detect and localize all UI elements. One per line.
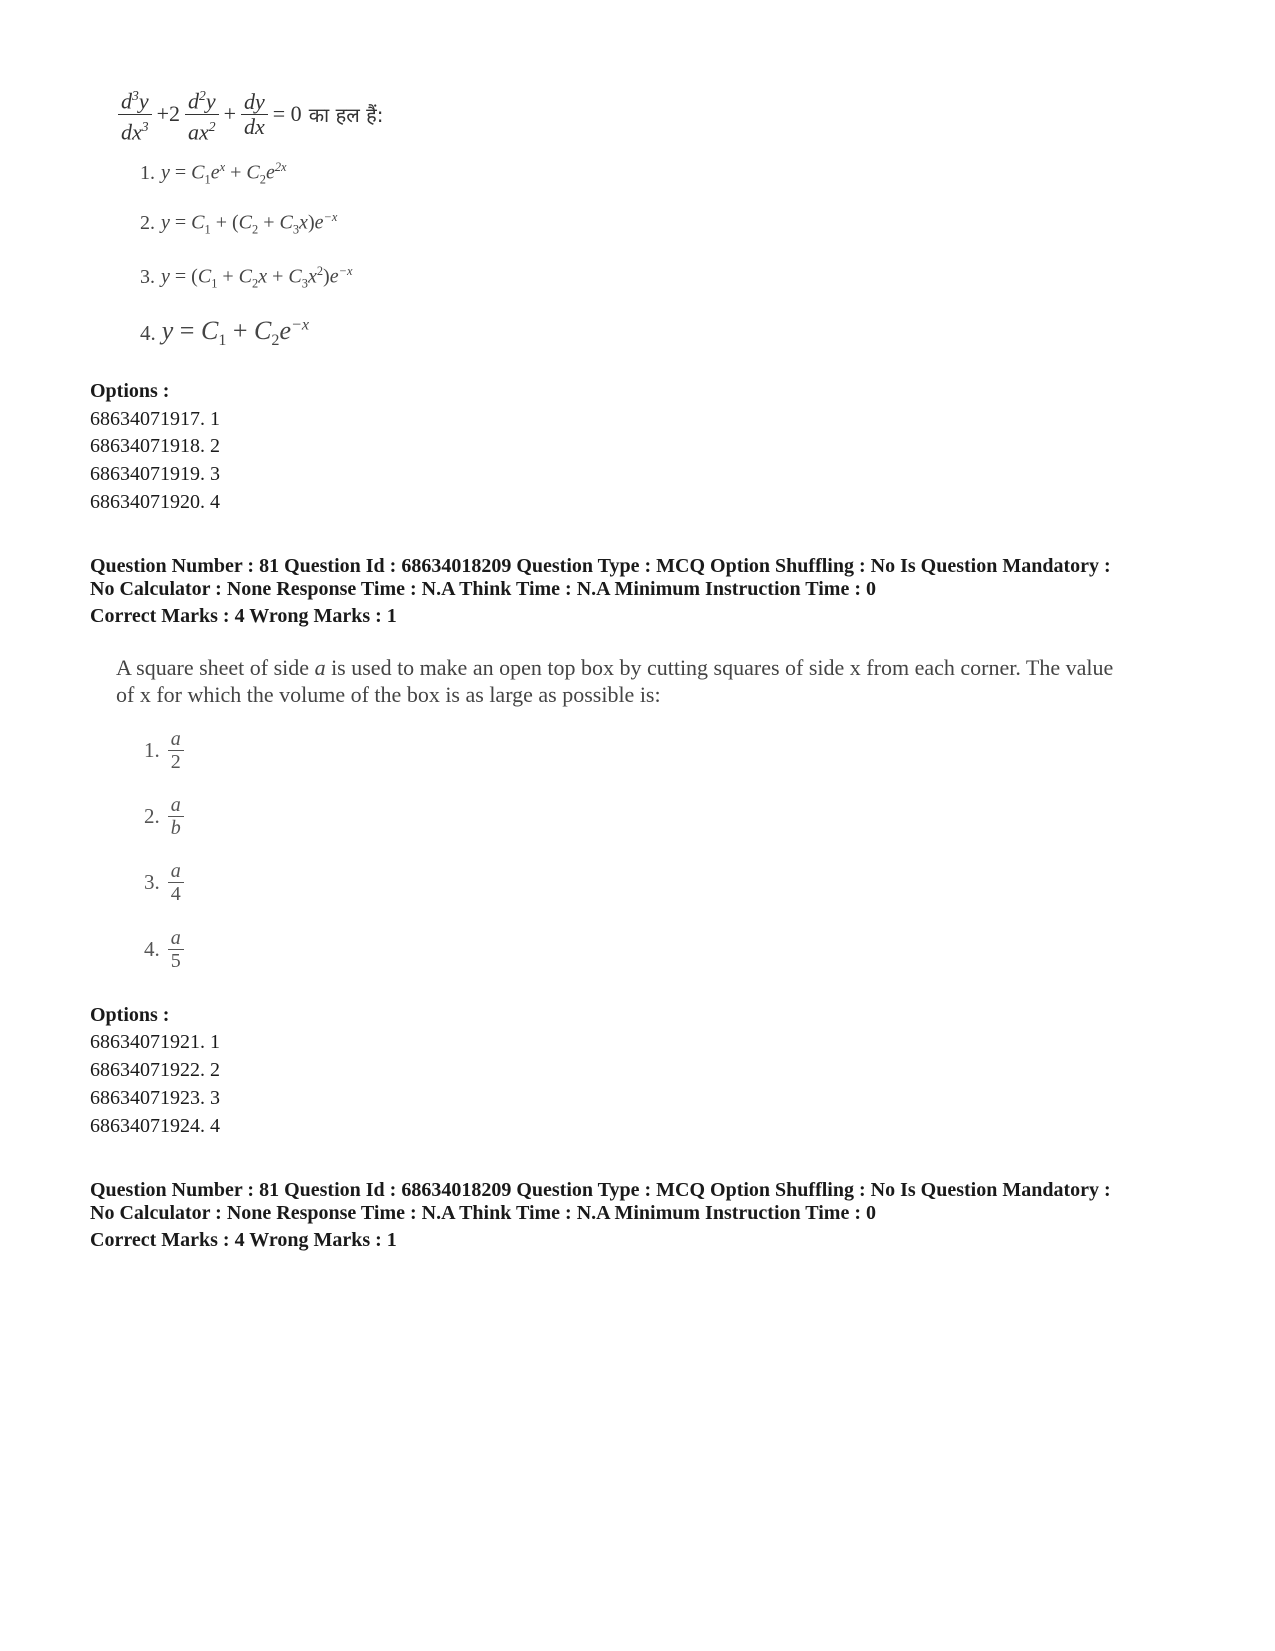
q2-marks: Correct Marks : 4 Wrong Marks : 1: [90, 605, 397, 627]
q1-options-title: Options :: [90, 380, 170, 402]
q1-choice-3: 3. $y = (C_1 + C_2x + C_3x^2)e^{-x}$: [140, 264, 353, 291]
q1-option-2: 68634071918. 2: [90, 435, 220, 457]
q2-meta: [90, 555, 1190, 601]
q1-choice-4: 4. $y = C_1 + C_2e^{-x}$: [140, 316, 310, 350]
q2-choice-1: 1. $\frac{a}{2}$: [144, 728, 186, 773]
q1-option-3: 68634071919. 3: [90, 463, 220, 485]
eq-term-dy: $\frac{dy}{dx}$: [241, 90, 268, 139]
q3-meta: [90, 1179, 1190, 1225]
q3-meta-line1: Question Number : 81 Question Id : 68634018209 Question Type : MCQ Option Shuffling : No Is Question Mandatory :: [90, 1179, 1111, 1201]
q3-meta-line2: No Calculator : None Response Time : N.A Think Time : N.A Minimum Instruction Time : 0: [90, 1202, 876, 1224]
q2-question-text: A square sheet of side a is used to make an open top box by cutting squares of side x from each corner. The value of x for which the volume of the box is as large as possible is:: [116, 655, 1114, 707]
q2-options-title: Options :: [90, 1004, 170, 1026]
q2-choice-4: 4. $\frac{a}{5}$: [144, 927, 186, 972]
q1-option-4: 68634071920. 4: [90, 491, 220, 513]
q3-marks: Correct Marks : 4 Wrong Marks : 1: [90, 1229, 397, 1251]
q2-option-1: 68634071921. 1: [90, 1031, 220, 1053]
q2-choice-2: 2. $\frac{a}{b}$: [144, 794, 186, 839]
q2-choice-3: 3. $\frac{a}{4}$: [144, 860, 186, 905]
q1-option-1: 68634071917. 1: [90, 408, 220, 430]
q2-option-4: 68634071924. 4: [90, 1115, 220, 1137]
q2-meta-line1: Question Number : 81 Question Id : 68634018209 Question Type : MCQ Option Shuffling : No Is Question Mandatory :: [90, 555, 1111, 577]
eq-term-d3y: $\frac{d^3y}{dx^3}$: [118, 84, 152, 144]
q1-choice-2: 2. $y = C_1 + (C_2 + C_3x)e^{-x}$: [140, 210, 338, 237]
q2-meta-line2: No Calculator : None Response Time : N.A Think Time : N.A Minimum Instruction Time : 0: [90, 578, 876, 600]
q2-option-3: 68634071923. 3: [90, 1087, 220, 1109]
eq-term-d2y: $\frac{d^2y}{ax^2}$: [185, 84, 219, 144]
q1-choice-1: 1. $y = C_1e^x + C_2e^{2x}$: [140, 160, 287, 187]
q2-option-2: 68634071922. 2: [90, 1059, 220, 1081]
equation-suffix: का हल हैं:: [308, 102, 384, 127]
differential-equation: $\frac{d^3y}{dx^3}$ +2 $\frac{d^2y}{ax^2}$ + $\frac{dy}{dx}$ = 0 का हल हैं:: [116, 82, 383, 146]
